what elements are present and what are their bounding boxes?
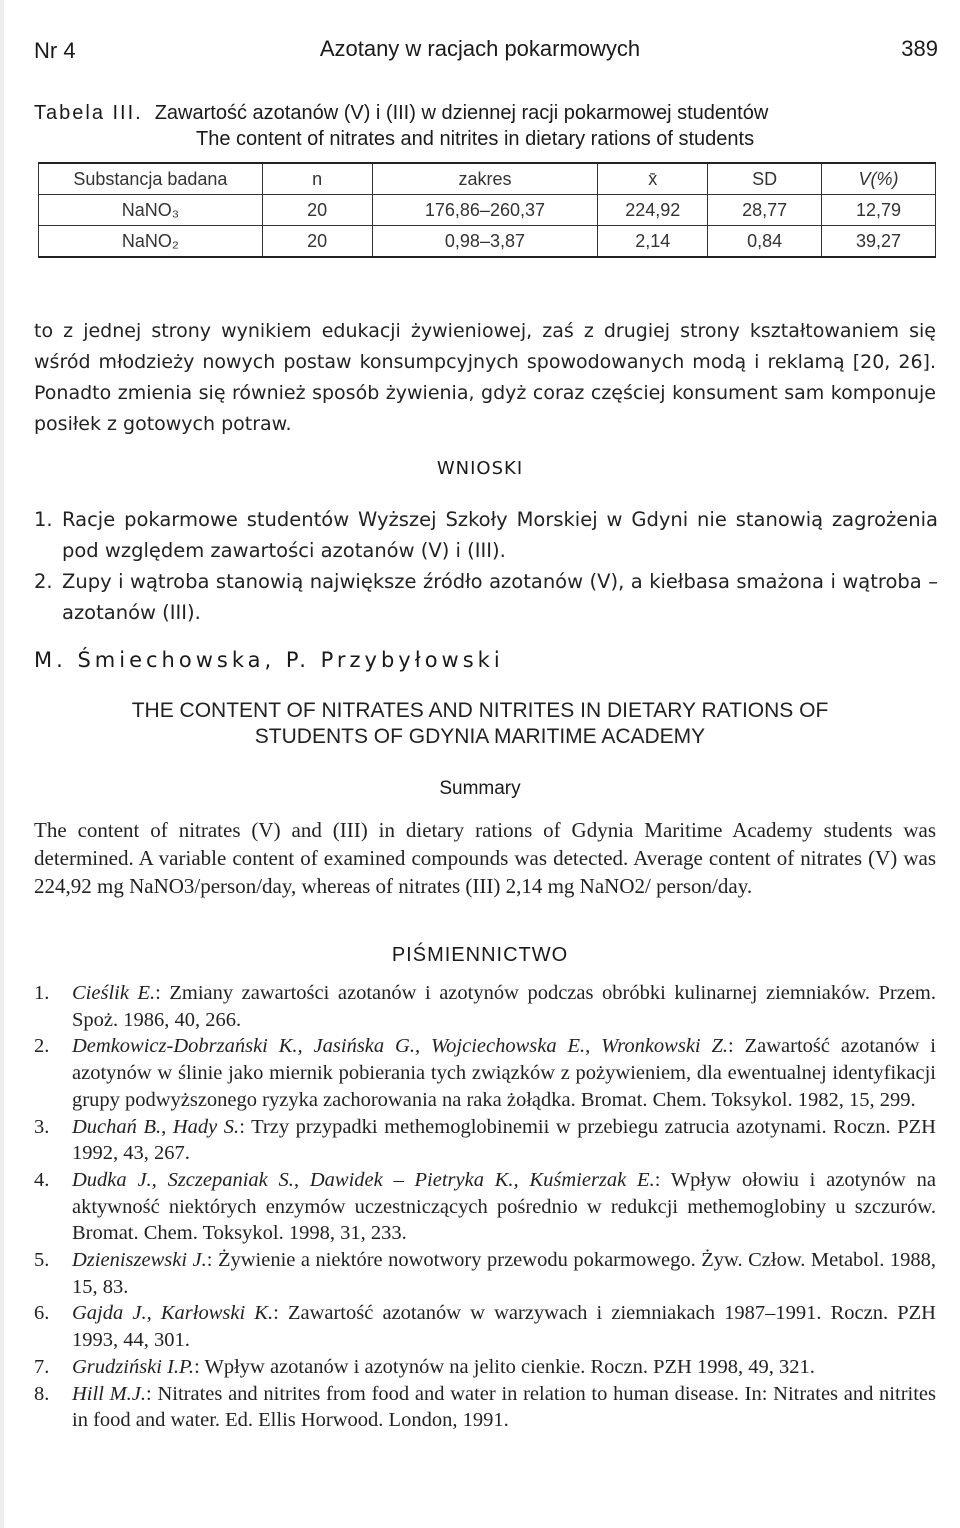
english-title-line: THE CONTENT OF NITRATES AND NITRITES IN DIETARY RATIONS OF (131, 699, 829, 722)
reference-authors: Dudka J., Szczepaniak S., Dawidek – Pietryka K., Kuśmierzak E. (72, 1168, 655, 1191)
english-title-line: STUDENTS OF GDYNIA MARITIME ACADEMY (254, 725, 706, 748)
table-cell: NaNO₂ (39, 226, 263, 258)
table-row (39, 226, 936, 258)
reference-item (34, 1247, 936, 1300)
column-header: x̄ (598, 163, 708, 195)
table-caption (34, 100, 768, 126)
reference-number: 2. (34, 1035, 50, 1058)
reference-number: 4. (34, 1168, 50, 1191)
reference-text: : Zawartość azotanów w warzywach i ziemniakach 1987–1991. Roczn. PZH 1993, 44, 301. (72, 1302, 936, 1352)
reference-authors: Cieślik E. (72, 982, 156, 1004)
table-cell: 20 (262, 226, 372, 258)
reference-text: : Nitrates and nitrites from food and water in relation to human disease. In: Nitrates and nitrites in food and water. Ed. Ellis Horwood. London, 1991. (72, 1382, 936, 1432)
conclusions-heading: WNIOSKI (436, 458, 524, 479)
conclusion-text: Zupy i wątroba stanowią największe źródło azotanów (V), a kiełbasa smażona i wątroba – azotanów (III). (62, 570, 938, 624)
reference-item (34, 1354, 936, 1381)
table-cell: 2,14 (598, 226, 708, 258)
reference-text: : Wpływ ołowiu i azotynów na aktywność niektórych enzymów uczestniczących pośrednio w redukcji methemoglobiny u szczurów. Bromat. Chem. Toksykol. 1998, 31, 233. (72, 1168, 936, 1245)
reference-item (34, 1381, 936, 1434)
references-heading: PIŚMIENNICTWO (391, 944, 569, 966)
table-cell: NaNO₃ (39, 195, 263, 226)
table-row (39, 195, 936, 226)
table-cell: 224,92 (598, 195, 708, 226)
authors: M. Śmiechowska, P. Przybyłowski (34, 648, 504, 672)
conclusion-item (34, 504, 938, 566)
reference-item (34, 1167, 936, 1247)
reference-number: 5. (34, 1249, 50, 1272)
reference-text: : Żywienie a niektóre nowotwory przewodu pokarmowego. Żyw. Człow. Metabol. 1988, 15, 83. (72, 1249, 936, 1298)
reference-authors: Gajda J., Karłowski K. (72, 1302, 274, 1325)
reference-text: : Zmiany zawartości azotanów i azotynów podczas obróbki kulinarnej ziemniaków. Przem. Spoż. 1986, 40, 266. (72, 982, 936, 1031)
reference-text: : Zawartość azotanów i azotynów w ślinie jako miernik pobierania tych związków z pożywieniem, dla ewentualnej identyfikacji grupy podwyższonego ryzyka zachorowania na raka żołądka. Bromat. Chem. Toksykol. 1982, 15, 299. (72, 1035, 937, 1111)
conclusion-number: 2. (34, 570, 53, 593)
reference-number: 3. (34, 1115, 50, 1138)
body-paragraph: to z jednej strony wynikiem edukacji żywieniowej, zaś z drugiej strony kształtowaniem się wśród młodzieży nowych postaw konsumpcyjnych spowodowanych modą i reklamą [20, 26]. Ponadto zmienia się również sposób żywienia, gdyż coraz częściej konsument sam komponuje posiłek z gotowych potraw. (34, 320, 936, 435)
reference-number: 8. (34, 1382, 50, 1405)
table-cell: 176,86–260,37 (372, 195, 598, 226)
reference-number: 1. (34, 982, 50, 1004)
reference-authors: Duchań B., Hady S. (72, 1115, 240, 1138)
column-header: zakres (372, 163, 598, 195)
reference-item (34, 1033, 936, 1113)
reference-authors: Demkowicz-Dobrzański K., Jasińska G., Wojciechowska E., Wronkowski Z. (72, 1035, 729, 1058)
reference-number: 6. (34, 1302, 50, 1325)
column-header: SD (708, 163, 822, 195)
table-cell: 0,98–3,87 (372, 226, 598, 258)
reference-text: : Trzy przypadki methemoglobinemii w przebiegu zatrucia azotynami. Roczn. PZH 1992, 43, 267. (72, 1115, 936, 1165)
table-cell: 12,79 (822, 195, 936, 226)
column-header: V(%) (822, 163, 936, 195)
column-header: n (262, 163, 372, 195)
reference-authors: Dzieniszewski J. (72, 1249, 207, 1272)
table-label: Tabela III. (34, 102, 143, 124)
reference-item (34, 1114, 936, 1167)
table-caption-en: The content of nitrates and nitrites in dietary rations of students (196, 128, 755, 150)
reference-number: 7. (34, 1355, 50, 1378)
table-caption-pl: Zawartość azotanów (V) i (III) w dziennej racji pokarmowej studentów (154, 102, 769, 124)
column-header: Substancja badana (39, 163, 263, 195)
table-cell: 28,77 (708, 195, 822, 226)
issue-number: Nr 4 (34, 38, 76, 63)
english-title (0, 698, 960, 750)
table-header-row (39, 163, 936, 195)
reference-text: : Wpływ azotanów i azotynów na jelito cienkie. Roczn. PZH 1998, 49, 321. (194, 1355, 815, 1378)
conclusion-text: Racje pokarmowe studentów Wyższej Szkoły Morskiej w Gdyni nie stanowią zagrożenia pod względem zawartości azotanów (V) i (III). (62, 508, 938, 562)
reference-authors: Hill M.J. (72, 1382, 147, 1405)
conclusion-item (34, 566, 938, 628)
table-cell: 0,84 (708, 226, 822, 258)
table-cell: 20 (262, 195, 372, 226)
reference-item (34, 980, 936, 1033)
table-cell: 39,27 (822, 226, 936, 258)
summary-heading: Summary (439, 778, 521, 799)
conclusion-number: 1. (34, 508, 53, 531)
reference-list (34, 980, 936, 1434)
nitrate-table (38, 162, 936, 258)
page-number: 389 (901, 36, 938, 61)
summary-text: The content of nitrates (V) and (III) in dietary rations of Gdynia Maritime Academy students was determined. A variable content of examined compounds was detected. Average content of nitrates (V) was 224,92 mg NaNO3/person/day, whereas of nitrates (III) 2,14 mg NaNO2/ person/day. (34, 818, 936, 898)
reference-item (34, 1300, 936, 1353)
page-edge-shadow (0, 0, 4, 1528)
running-title: Azotany w racjach pokarmowych (319, 36, 641, 61)
reference-authors: Grudziński I.P. (72, 1355, 195, 1378)
